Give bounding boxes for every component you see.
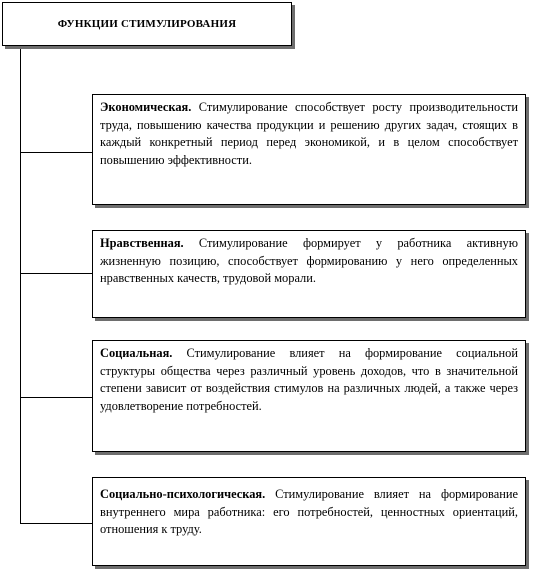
title-box — [2, 2, 292, 46]
connector-branch-1 — [20, 152, 92, 153]
connector-branch-2 — [20, 273, 92, 274]
connector-branch-3 — [20, 397, 92, 398]
vertical-connector-line — [20, 46, 21, 524]
function-name: Нравственная. — [100, 236, 184, 250]
function-box-moral — [92, 230, 526, 318]
function-description: Стимулирование формирует у работника активную жизненную позицию, способствует формированию у него определенных нравственных качеств, трудовой морали. — [100, 236, 518, 285]
diagram-title: ФУНКЦИИ СТИМУЛИРОВАНИЯ — [57, 18, 237, 30]
function-box-economic — [92, 94, 526, 205]
function-name: Социально-психологическая. — [100, 487, 266, 501]
function-description: Стимулирование влияет на формирование социальной структуры общества через различный уровень доходов, что в значительной степени зависит от воздействия стимулов на различных людей, а также через удовлетворение потребностей. — [100, 346, 518, 413]
function-box-socio-psychological — [92, 477, 526, 566]
function-name: Экономическая. — [100, 100, 192, 114]
function-description: Стимулирование влияет на формирование внутреннего мира работника: его потребностей, ценностных ориентаций, отношения к труду. — [100, 487, 518, 536]
connector-branch-4 — [20, 523, 92, 524]
function-description: Стимулирование способствует росту производительности труда, повышению качества продукции и решению других задач, стоящих в каждый конкретный период перед экономикой, и в целом способствует повышению эффективности. — [100, 100, 518, 167]
function-box-social — [92, 340, 526, 452]
function-name: Социальная. — [100, 346, 173, 360]
